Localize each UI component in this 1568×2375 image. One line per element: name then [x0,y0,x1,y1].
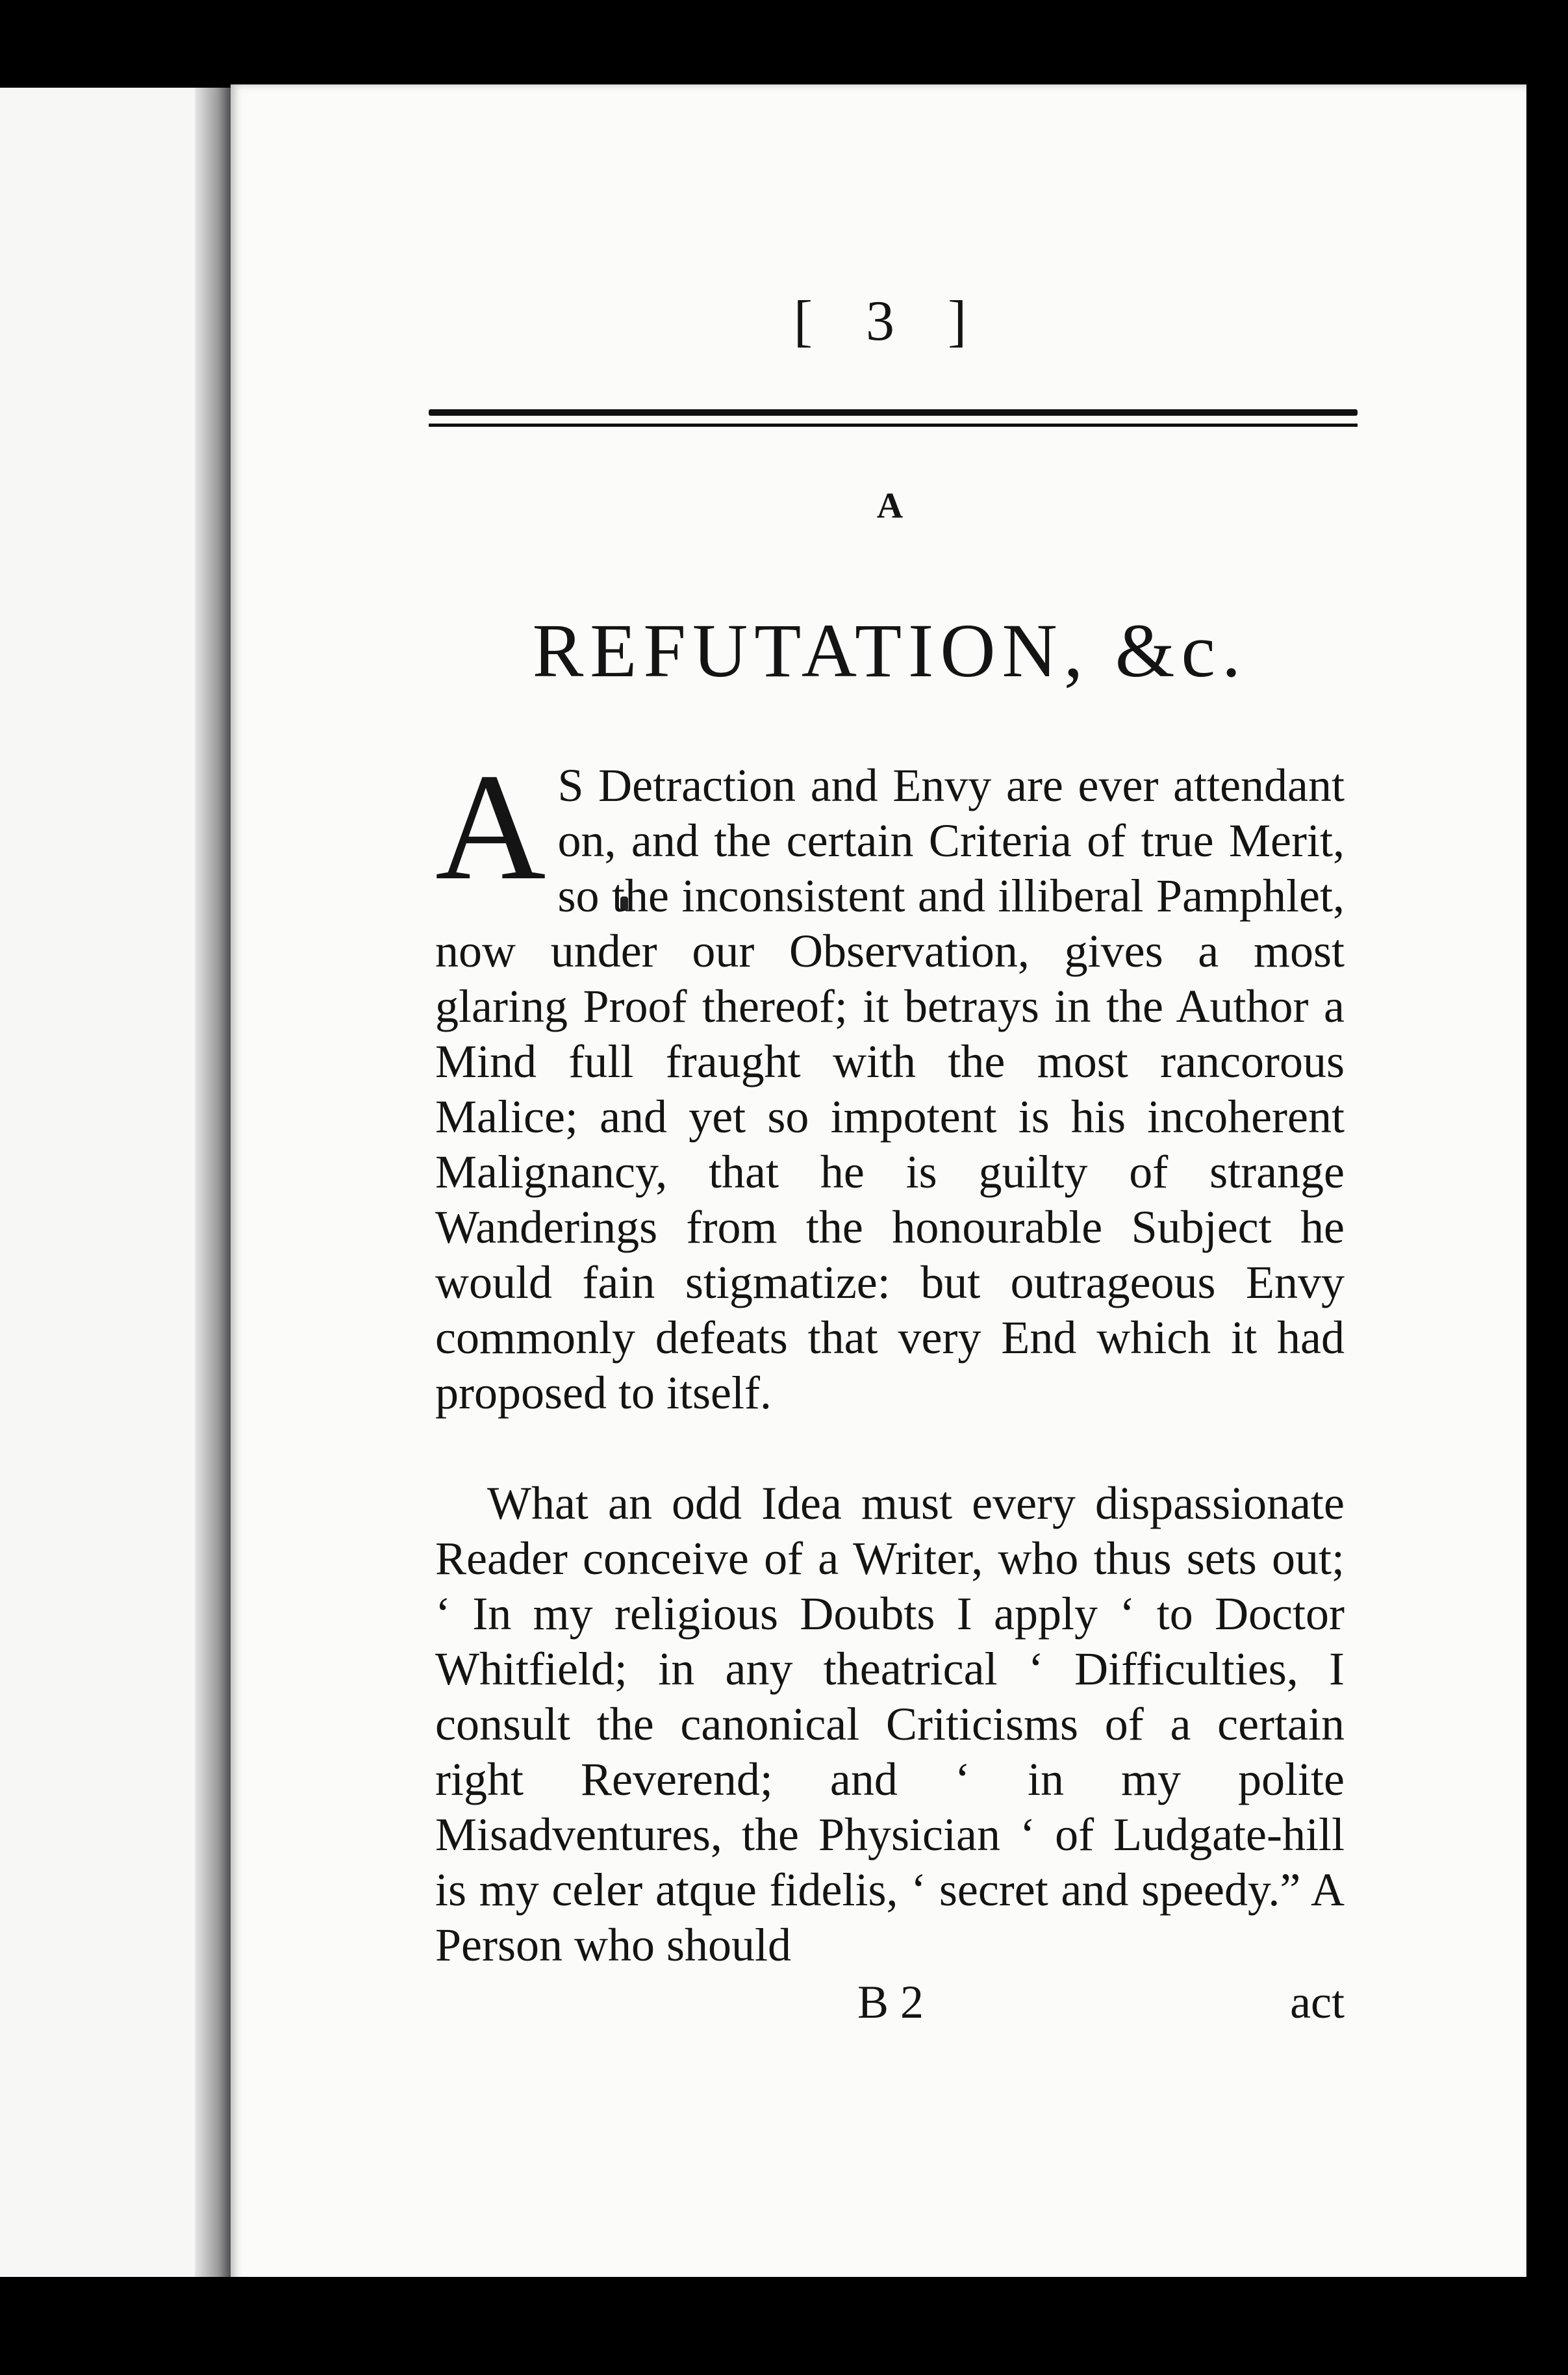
title-kicker: A [876,486,904,526]
drop-cap: A [435,743,546,912]
paragraph-1-text: S Detraction and Envy are ever attendant on, and the certain Criteria of true Merit, so the inconsistent and illiberal Pamphlet, now under our Observation, gives a most glaring Proof thereof; it betrays in the Author a Mind full fraught with the most rancorous Malice; and yet so impotent is his incoherent Malignancy, that he is guilty of strange Wanderings from the honourable Subject he would fain stigmatize: but outrageous Envy commonly defeats that very End which it had proposed to itself. [435,759,1345,1419]
catchword: act [1290,1976,1345,2028]
paragraph-1 [435,743,1345,1421]
page-title: REFUTATION, &c. [532,608,1248,693]
page-text-block [435,286,1345,2034]
header-rule-thick [429,409,1358,416]
page-number: [ 3 ] [793,290,987,353]
left-page-edge [0,88,214,2283]
header-rule-thin [429,424,1358,427]
scan-border [0,2277,1568,2375]
footer-line [435,1975,1345,2034]
signature-mark: B 2 [857,1976,924,2028]
paragraph-2: What an odd Idea must every dispassionate Reader conceive of a Writer, who thus sets out; ‘ In my religious Doubts I apply ‘ to Doctor Whitfield; in any theatrical ‘ Difficulties, I consult the canonical Criticisms of a certain right Reverend; and ‘ in my polite Misadventures, the Physician ‘ of Ludgate-hill is my celer atque fidelis, ‘ secret and speedy.” A Person who should [435,1477,1345,1971]
